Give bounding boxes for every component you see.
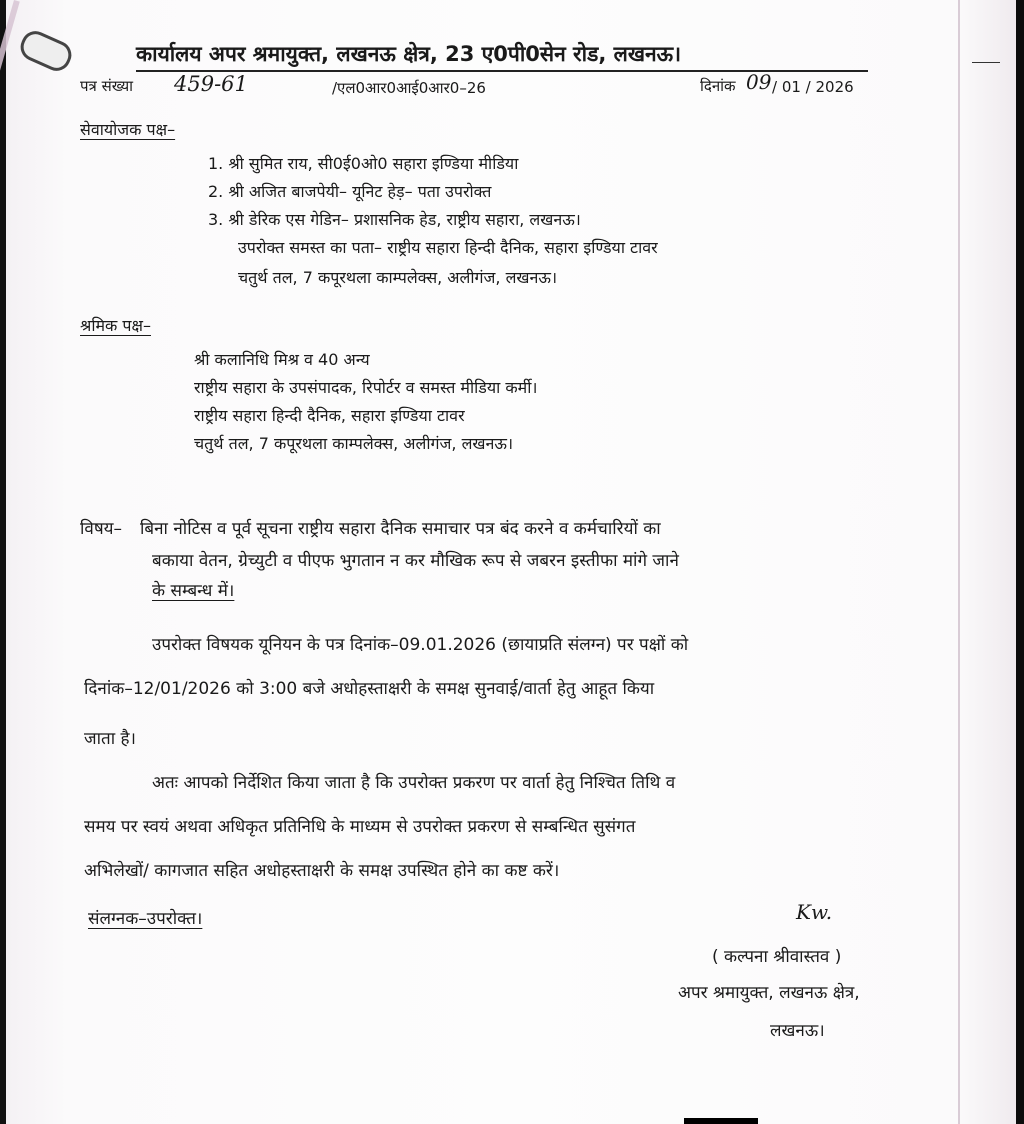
office-title: कार्यालय अपर श्रमायुक्त, लखनऊ क्षेत्र, 23 ए0पी0सेन रोड, लखनऊ। — [136, 42, 682, 66]
subject-label: विषय– — [80, 519, 123, 539]
employer-address-line: चतुर्थ तल, 7 कपूरथला काम्पलेक्स, अलीगंज, लखनऊ। — [238, 268, 558, 287]
binding-string — [0, 0, 20, 232]
worker-line: राष्ट्रीय सहारा हिन्दी दैनिक, सहारा इण्डिया टावर — [194, 406, 465, 425]
photo-edge — [1016, 0, 1024, 1124]
date-label: दिनांक — [700, 77, 736, 95]
subject-line: बिना नोटिस व पूर्व सूचना राष्ट्रीय सहारा दैनिक समाचार पत्र बंद करने व कर्मचारियों का — [140, 519, 661, 539]
signatory-city: लखनऊ। — [770, 1021, 825, 1041]
paragraph-line: जाता है। — [84, 729, 136, 749]
margin-mark — [972, 62, 1000, 63]
worker-side-heading: श्रमिक पक्ष– — [80, 316, 151, 335]
page-fold — [958, 0, 960, 1124]
letter-number-handwritten: 459-61 — [174, 72, 248, 96]
employer-item: 3. श्री डेरिक एस गेडिन– प्रशासनिक हेड, राष्ट्रीय सहारा, लखनऊ। — [208, 210, 581, 229]
employer-item: 2. श्री अजित बाजपेयी– यूनिट हेड़– पता उपरोक्त — [208, 182, 492, 201]
subject-line: बकाया वेतन, ग्रेच्युटी व पीएफ भुगतान न कर मौखिक रूप से जबरन इस्तीफा मांगे जाने — [152, 551, 679, 571]
employer-address-line: उपरोक्त समस्त का पता– राष्ट्रीय सहारा हिन्दी दैनिक, सहारा इण्डिया टावर — [238, 238, 658, 257]
signature-mark: Kw. — [796, 900, 833, 924]
paragraph-line: अभिलेखों/ कागजात सहित अधोहस्ताक्षरी के समक्ष उपस्थित होने का कष्ट करें। — [84, 861, 560, 881]
worker-line: श्री कलानिधि मिश्र व 40 अन्य — [194, 350, 370, 369]
employer-item: 1. श्री सुमित राय, सी0ई0ओ0 सहारा इण्डिया मीडिया — [208, 154, 519, 173]
paragraph-line: समय पर स्वयं अथवा अधिकृत प्रतिनिधि के माध्यम से उपरोक्त प्रकरण से सम्बन्धित सुसंगत — [84, 817, 636, 837]
date-handwritten-day: 09 — [746, 70, 772, 94]
paragraph-line: अतः आपको निर्देशित किया जाता है कि उपरोक्त प्रकरण पर वार्ता हेतु निश्चित तिथि व — [152, 773, 676, 793]
paragraph-line: उपरोक्त विषयक यूनियन के पत्र दिनांक–09.01.2026 (छायाप्रति संलग्न) पर पक्षों को — [152, 635, 689, 655]
signatory-name: ( कल्पना श्रीवास्तव ) — [712, 947, 842, 967]
signatory-designation: अपर श्रमायुक्त, लखनऊ क्षेत्र, — [678, 983, 860, 1003]
letter-number-label: पत्र संख्या — [80, 77, 134, 95]
paper-clip-icon — [16, 27, 76, 76]
redaction-bar — [684, 1118, 758, 1124]
paragraph-line: दिनांक–12/01/2026 को 3:00 बजे अधोहस्ताक्षरी के समक्ष सुनवाई/वार्ता हेतु आहूत किया — [84, 679, 655, 699]
date-month-year: / 01 / 2026 — [772, 78, 854, 96]
subject-line: के सम्बन्ध में। — [152, 581, 235, 601]
enclosure-note: संलग्नक–उपरोक्त। — [88, 909, 203, 929]
worker-line: राष्ट्रीय सहारा के उपसंपादक, रिपोर्टर व समस्त मीडिया कर्मी। — [194, 378, 538, 397]
employer-side-heading: सेवायोजक पक्ष– — [80, 120, 176, 139]
letter-page — [6, 0, 1018, 1124]
worker-line: चतुर्थ तल, 7 कपूरथला काम्पलेक्स, अलीगंज, लखनऊ। — [194, 434, 514, 453]
letter-reference: /एल0आर0आई0आर0–26 — [332, 79, 486, 97]
